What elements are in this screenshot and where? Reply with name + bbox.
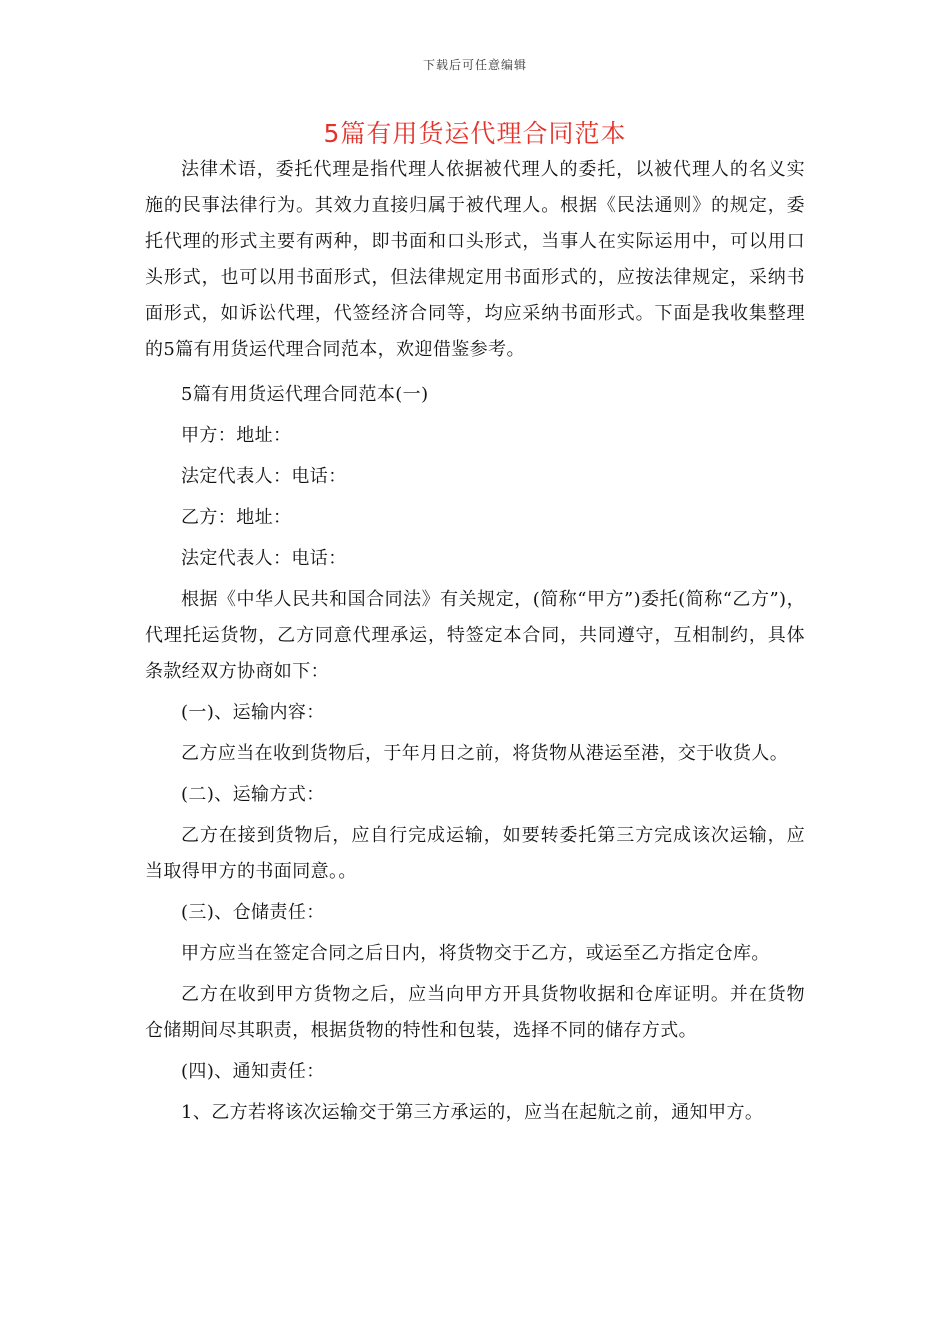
intro-paragraph: 法律术语，委托代理是指代理人依据被代理人的委托，以被代理人的名义实施的民事法律行为。其效力直接归属于被代理人。根据《民法通则》的规定，委托代理的形式主要有两种，即书面和口头形式，当事人在实际运用中，可以用口头形式，也可以用书面形式，但法律规定用书面形式的，应按法律规定，采纳书面形式，如诉讼代理，代签经济合同等，均应采纳书面形式。下面是我收集整理的5篇有用货运代理合同范本，欢迎借鉴参考。 <box>145 159 805 360</box>
clause-2-title: (二)、运输方式： <box>181 784 325 805</box>
party-b-representative: 法定代表人：电话： <box>181 548 347 569</box>
party-a-representative: 法定代表人：电话： <box>181 466 347 487</box>
section-title: 5篇有用货运代理合同范本(一) <box>181 384 429 405</box>
party-b-address: 乙方：地址： <box>181 507 292 528</box>
clause-3-text-2: 乙方在收到甲方货物之后，应当向甲方开具货物收据和仓库证明。并在货物仓储期间尽其职责，根据货物的特性和包装，选择不同的储存方式。 <box>145 984 805 1041</box>
clause-1-text: 乙方应当在收到货物后，于年月日之前，将货物从港运至港，交于收货人。 <box>181 743 789 764</box>
clause-2-text: 乙方在接到货物后，应自行完成运输，如要转委托第三方完成该次运输，应当取得甲方的书面同意。。 <box>145 825 805 882</box>
clause-3-text-1: 甲方应当在签定合同之后日内，将货物交于乙方，或运至乙方指定仓库。 <box>181 943 770 964</box>
clause-4-title: (四)、通知责任： <box>181 1061 325 1082</box>
preamble-paragraph: 根据《中华人民共和国合同法》有关规定，(简称“甲方”)委托(简称“乙方”)，代理托运货物，乙方同意代理承运，特签定本合同，共同遵守，互相制约，具体条款经双方协商如下： <box>145 589 805 682</box>
clause-4-text-1: 1、乙方若将该次运输交于第三方承运的，应当在起航之前，通知甲方。 <box>181 1102 764 1123</box>
party-a-address: 甲方：地址： <box>181 425 292 446</box>
document-body <box>145 152 805 1131</box>
clause-1-title: (一)、运输内容： <box>181 702 325 723</box>
page-header: 下载后可任意编辑 <box>422 58 527 72</box>
clause-3-title: (三)、仓储责任： <box>181 902 325 923</box>
document-title: 5篇有用货运代理合同范本 <box>323 119 627 148</box>
